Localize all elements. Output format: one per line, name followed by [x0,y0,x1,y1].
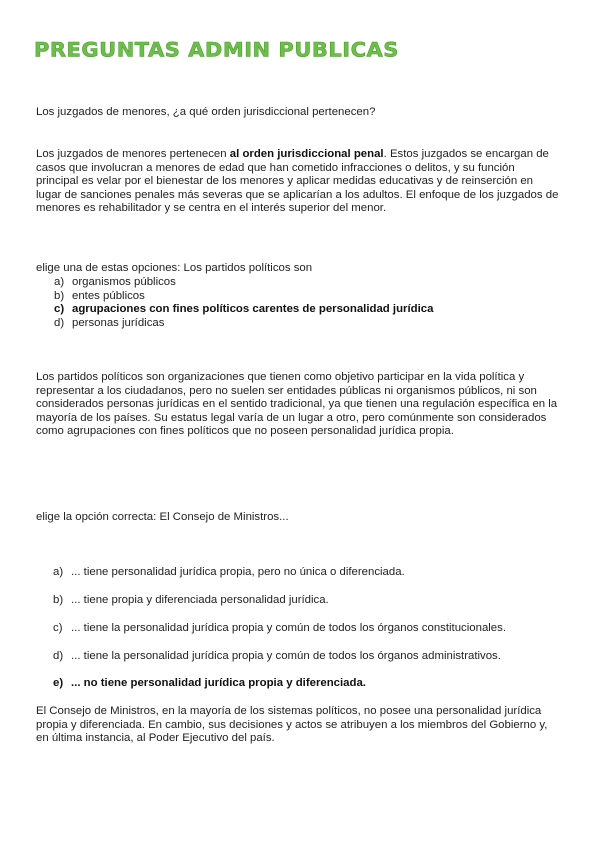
q3-option-a [53,566,405,578]
option-a [36,276,560,290]
option-b-letter: b) [54,289,65,302]
q3-option-e-letter: e) [53,677,64,689]
option-a-text: organismos públicos [72,276,176,288]
option-c-text: agrupaciones con fines políticos carentes de personalidad jurídica [72,303,434,316]
option-d-letter: d) [54,316,65,329]
question-2-options [36,276,560,330]
option-a-letter: a) [54,276,65,288]
q3-option-c-text: ... tiene la personalidad jurídica propia y común de todos los órganos constitucionales. [71,622,507,634]
option-d-text: personas jurídicas [72,316,165,329]
question-3: elige la opción correcta: El Consejo de Ministros... [36,511,289,523]
option-c-correct [36,303,560,317]
q3-option-b-text: ... tiene propia y diferenciada personalidad jurídica. [71,594,329,606]
option-c-letter: c) [54,303,65,316]
q3-option-d-text: ... tiene la personalidad jurídica propia y común de todos los órganos administrativos. [71,650,501,662]
explanation-2: Los partidos políticos son organizaciones que tienen como objetivo participar en la vida política y representar a los ciudadanos, pero no suelen ser entidades públicas ni organismos públicos, ni son considerados personas jurídicas en el sentido tradicional, ya que tienen una regulación específica en la mayoría de los países. Su estatus legal varía de un lugar a otro, pero comúnmente son considerados como agrupaciones con fines políticos que no poseen personalidad jurídica propia. [36,371,558,438]
q3-option-e-correct [53,677,366,689]
q3-option-d-letter: d) [53,650,64,662]
option-b [36,290,560,304]
q3-option-d [53,650,501,662]
answer-1-intro: Los juzgados de menores pertenecen [36,148,230,160]
q3-option-c-letter: c) [53,622,63,634]
explanation-3: El Consejo de Ministros, en la mayoría de los sistemas políticos, no posee una personalidad jurídica propia y diferenciada. En cambio, sus decisiones y actos se atribuyen a los miembros del Gobierno y, en última instancia, al Poder Ejecutivo del país. [36,705,548,745]
q3-option-b [53,594,329,606]
answer-1-highlight: al orden jurisdiccional penal [229,148,384,160]
answer-1-body: . Estos juzgados se encargan de casos que involucran a menores de edad que han cometido infracciones o delitos, y su función principal es velar por el bienestar de los menores y aplicar medidas educativas y de reinserción en lugar de sanciones penales más severas que se aplicarían a los adultos. El enfoque de los juzgados de menores es rehabilitador y se centra en el interés superior del menor. [36,148,559,215]
q3-option-c [53,622,506,634]
question-2: elige una de estas opciones: Los partidos políticos son [36,262,313,274]
option-d [36,317,560,331]
q3-option-a-letter: a) [53,566,64,578]
q3-option-b-letter: b) [53,594,64,606]
document-title: PREGUNTAS ADMIN PUBLICAS [34,38,399,62]
q3-option-e-text: ... no tiene personalidad jurídica propia y diferenciada. [71,677,366,689]
q3-option-a-text: ... tiene personalidad jurídica propia, pero no única o diferenciada. [71,566,405,578]
answer-1 [36,148,560,216]
option-b-text: entes públicos [72,289,145,302]
question-1: Los juzgados de menores, ¿a qué orden jurisdiccional pertenecen? [36,106,376,118]
